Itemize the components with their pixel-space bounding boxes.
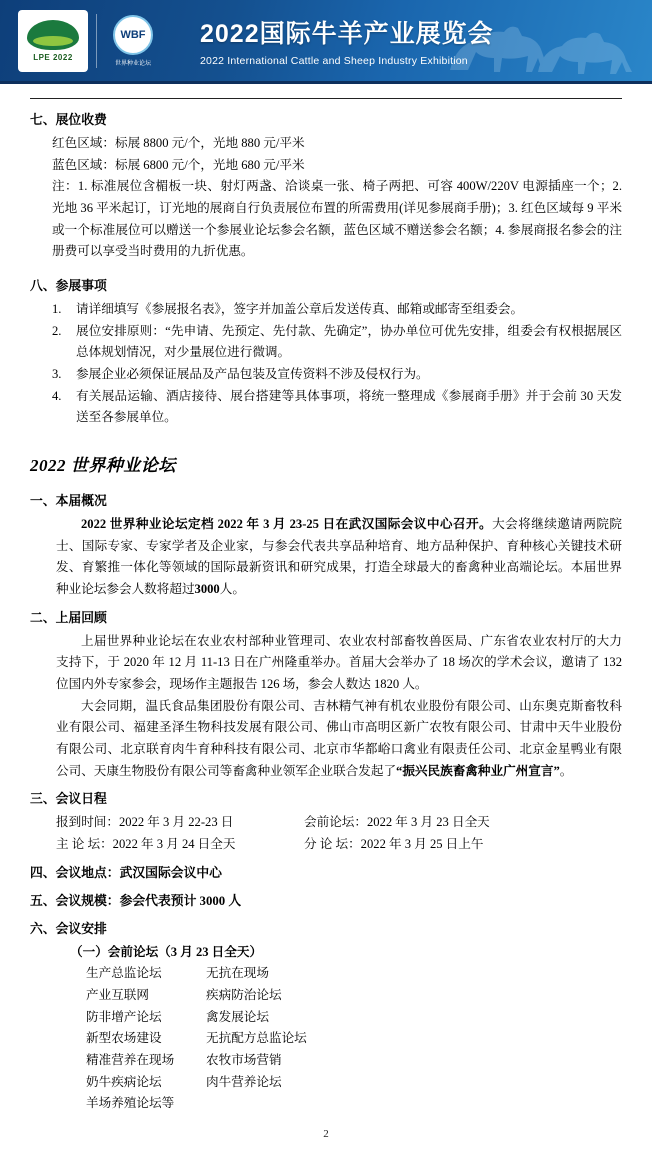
forum-section-6-heading: 六、会议安排 [30, 921, 107, 936]
forum-review-paragraph-2 [56, 696, 622, 783]
document-content [0, 84, 652, 1158]
logo-divider [96, 14, 97, 68]
section-8-heading: 八、参展事项 [30, 278, 107, 293]
section-7-note-text: 1. 标准展位含楣板一块、射灯两盏、洽谈桌一张、椅子两把、可容 400W/220V 电源插座一个；2. 光地 36 平米起订，订光地的展商自行负责展位布置的所需费用(详见参展商手册)；3. 红色区域每 9 平米或一个标准展位可以赠送一个参展业论坛参会名额，蓝色区域不赠送参会名额；4. 参展商报名参会的注册费可以享受当时费用的九折优惠。 [52, 179, 622, 259]
forum-overview-text-1: 大会将继续邀请两院院士、国际专家、专家学者及企业家，与参会代表共享品种培育、地方品种保护、育种核心关键技术研发、育繁推一体化等领域的国际最新资讯和研究成果，打造全球最大的畜禽种业高端论坛。本届世界种业论坛参会人数将超过 [56, 517, 623, 597]
forum-section-3-heading: 三、会议日程 [30, 792, 107, 807]
forum-title: 2022 世界种业论坛 [30, 455, 176, 475]
forum-topic: 农牧市场营销 [206, 1052, 282, 1067]
forum-topic: 禽发展论坛 [206, 1009, 269, 1024]
forum-topic: 奶牛疾病论坛 [86, 1074, 162, 1089]
forum-topic [206, 1093, 622, 1115]
list-item [52, 386, 622, 429]
list-item [52, 321, 622, 364]
forum-topic: 羊场养殖论坛等 [86, 1096, 175, 1111]
list-item-number: 4. [52, 388, 62, 403]
schedule-row-right [304, 834, 622, 856]
list-item-number: 1. [52, 301, 62, 316]
forum-topic: 无抗在现场 [206, 966, 269, 981]
forum-section-4-heading: 四、会议地点：武汉国际会议中心 [30, 865, 222, 880]
section-7-heading: 七、展位收费 [30, 113, 107, 127]
schedule-label: 分 论 坛： [304, 836, 361, 851]
pre-forum-subheading: （一）会前论坛（3 月 23 日全天） [70, 944, 263, 959]
forum-topic: 新型农场建设 [86, 1031, 162, 1046]
forum-section-1-body [56, 514, 622, 601]
schedule-value: 2022 年 3 月 25 日上午 [360, 836, 484, 851]
list-item-text: 参展企业必须保证展品及产品包装及宣传资料不涉及侵权行为。 [76, 366, 429, 381]
schedule-value: 2022 年 3 月 24 日全天 [112, 836, 236, 851]
page-banner [0, 0, 652, 84]
forum-review-declaration: “振兴民族畜禽种业广州宣言” [396, 763, 560, 778]
schedule-row-left [56, 812, 304, 834]
forum-review-text-a: 大会同期，温氏食品集团股份有限公司、吉林精气神有机农业股份有限公司、山东奥克斯畜牧科业有限公司、福建圣泽生物科技发展有限公司、佛山市高明区新广农牧有限公司、甘肃中天牛业股份有限公司、北京联育肉牛育种科技有限公司、北京市华都峪口禽业有限责任公司、北京金星鸭业有限公司、天康生物股份有限公司等畜禽种业领军企业联合发起了 [56, 698, 622, 778]
forum-topic: 疾病防治论坛 [206, 987, 282, 1002]
schedule-value: 2022 年 3 月 22-23 日 [118, 815, 234, 830]
banner-bottom-rule [0, 81, 652, 84]
leaf-logo-icon [27, 20, 79, 50]
list-item-text: 有关展品运输、酒店接待、展台搭建等具体事项，将统一整理成《参展商手册》并于会前 30 天发送至各参展单位。 [76, 388, 622, 425]
forum-overview-attendance: 3000 [194, 582, 220, 597]
section-7-note [52, 176, 622, 263]
schedule-row-left [56, 834, 304, 856]
list-item [52, 364, 622, 386]
forum-section-5-heading: 五、会议规模：参会代表预计 3000 人 [30, 893, 242, 908]
forum-review-paragraph-1: 上届世界种业论坛在农业农村部种业管理司、农业农村部畜牧兽医局、广东省农业农村厅的大力支持下，于 2020 年 12 月 11-13 日在广州隆重举办。首届大会举办了 18 场次的学术会议，邀请了 132 位国内外专家参会，现场作主题报告 126 场，参会人数达 1820 人。 [56, 633, 622, 692]
forum-topic: 精准营养在现场 [86, 1052, 175, 1067]
forum-topic: 生产总监论坛 [86, 966, 162, 981]
wbf-logo-abbr: WBF [113, 15, 153, 55]
lpe-logo [18, 10, 88, 72]
banner-title-en: 2022 International Cattle and Sheep Industry Exhibition [200, 55, 468, 67]
section-7-line-1: 红色区域：标展 8800 元/个，光地 880 元/平米 [52, 136, 305, 150]
section-8-list [30, 299, 622, 429]
pre-forum-topic-grid [86, 963, 622, 1115]
list-item-text: 请详细填写《参展报名表》，签字并加盖公章后发送传真、邮箱或邮寄至组委会。 [76, 301, 524, 316]
schedule-label: 报到时间： [56, 815, 119, 830]
schedule-label: 主 论 坛： [56, 836, 113, 851]
list-item-text: 展位安排原则：“先申请、先预定、先付款、先确定”，协办单位可优先安排，组委会有权根据展区总体规划情况，对少量展位进行微调。 [76, 323, 622, 360]
schedule-value: 2022 年 3 月 23 日全天 [366, 815, 490, 830]
forum-topic: 产业互联网 [86, 987, 149, 1002]
logo-group [18, 10, 161, 72]
page-number: 2 [323, 1127, 329, 1140]
list-item-number: 3. [52, 366, 62, 381]
forum-overview-lead: 2022 世界种业论坛定档 2022 年 3 月 23-25 日在武汉国际会议中心召开。 [81, 517, 493, 532]
schedule-label: 会前论坛： [304, 815, 367, 830]
banner-title-cn: 2022国际牛羊产业展览会 [200, 20, 494, 48]
list-item-number: 2. [52, 323, 62, 338]
forum-topic: 肉牛营养论坛 [206, 1074, 282, 1089]
list-item [52, 299, 622, 321]
wbf-logo-subtitle: 世界种业论坛 [114, 61, 151, 67]
content-top-rule [30, 98, 622, 99]
forum-overview-text-2: 人。 [219, 582, 245, 597]
banner-text-group [200, 14, 494, 67]
lpe-logo-caption: LPE 2022 [33, 53, 73, 62]
schedule-table [56, 812, 622, 855]
section-7-note-label: 注： [52, 179, 78, 194]
forum-topic: 无抗配方总监论坛 [206, 1031, 307, 1046]
forum-topic: 防非增产论坛 [86, 1009, 162, 1024]
forum-section-2-heading: 二、上届回顾 [30, 610, 107, 625]
wbf-logo [105, 10, 161, 72]
section-7-line-2: 蓝色区域：标展 6800 元/个，光地 680 元/平米 [52, 157, 305, 172]
schedule-row-right [304, 812, 622, 834]
forum-section-1-heading: 一、本届概况 [30, 494, 107, 509]
forum-review-text-b: 。 [559, 763, 573, 778]
